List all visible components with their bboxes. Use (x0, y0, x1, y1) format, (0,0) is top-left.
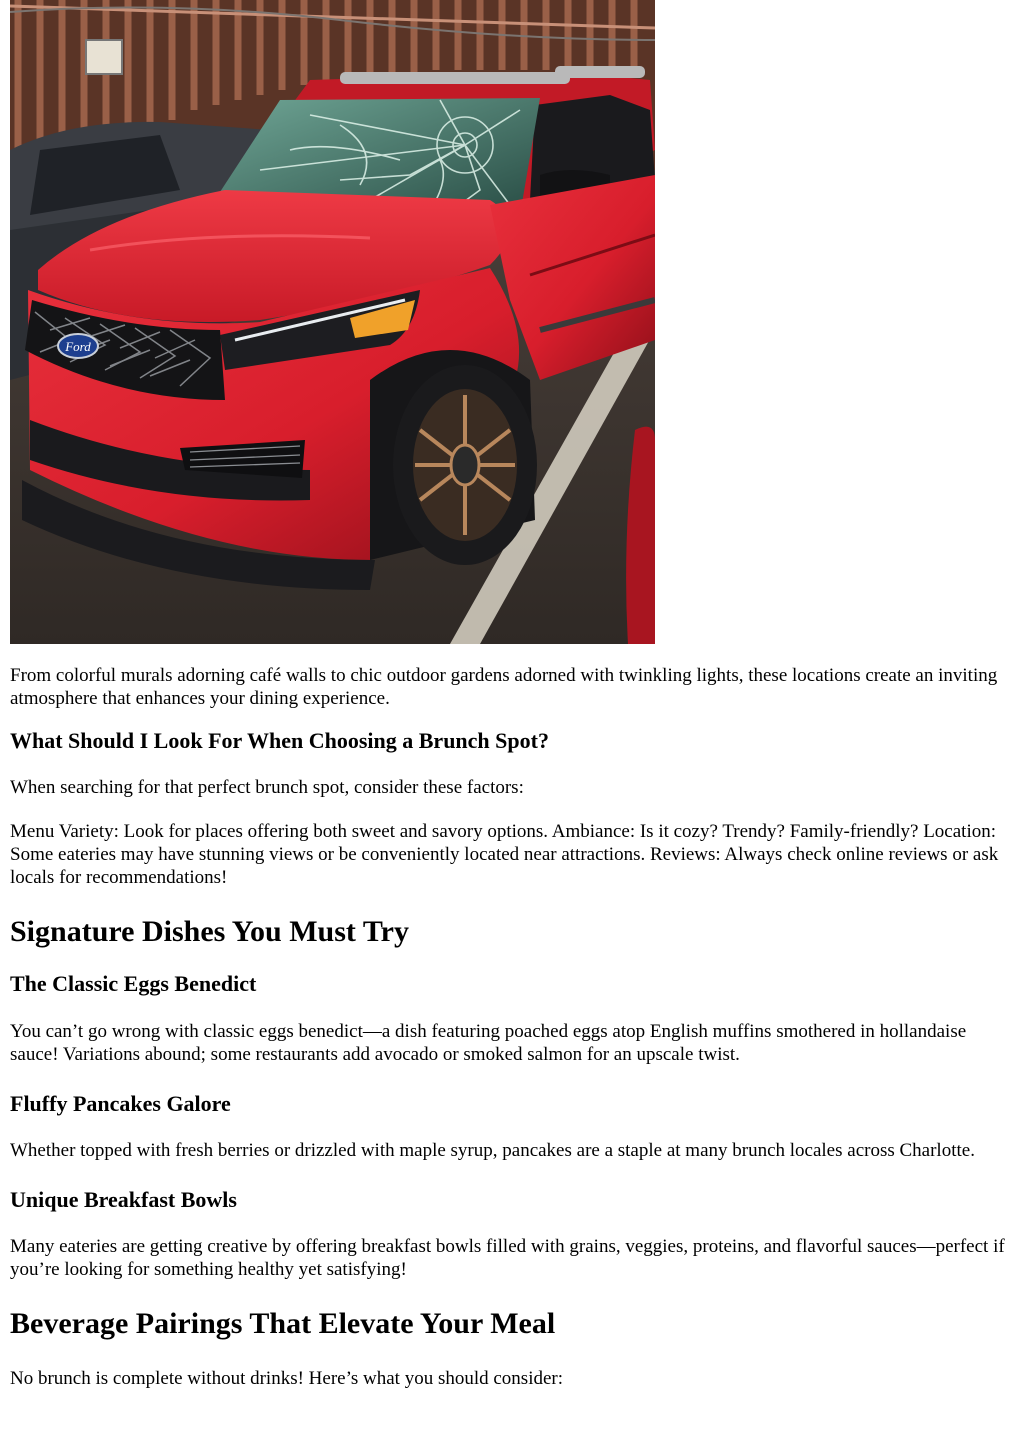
badge-text: Ford (65, 339, 91, 354)
heading-pancakes: Fluffy Pancakes Galore (10, 1091, 231, 1116)
fence-sign (86, 40, 122, 74)
car-photo (10, 0, 655, 644)
article (10, 664, 1016, 1390)
intro-paragraph: From colorful murals adorning café walls to chic outdoor gardens adorned with twinkling lights, these locations create an inviting atmosphere that enhances your dining experience. (10, 665, 998, 709)
eggs-benedict-paragraph: You can’t go wrong with classic eggs benedict—a dish featuring poached eggs atop English muffins smothered in hollandaise sauce! Variations abound; some restaurants add avocado or smoked salmon for an upscale twist. (10, 1021, 967, 1065)
heading-signature-dishes: Signature Dishes You Must Try (10, 915, 409, 948)
choosing-lead-paragraph: When searching for that perfect brunch spot, consider these factors: (10, 777, 524, 798)
breakfast-bowls-paragraph: Many eateries are getting creative by offering breakfast bowls filled with grains, veggies, proteins, and flavorful sauces—perfect if you’re looking for something healthy yet satisfying! (10, 1236, 1005, 1280)
hero-image (10, 0, 655, 644)
heading-breakfast-bowls: Unique Breakfast Bowls (10, 1187, 237, 1212)
pancakes-paragraph: Whether topped with fresh berries or drizzled with maple syrup, pancakes are a staple at many brunch locales across Charlotte. (10, 1140, 975, 1161)
roof-rail (340, 72, 570, 84)
heading-choosing-brunch-spot: What Should I Look For When Choosing a Brunch Spot? (10, 728, 549, 753)
beverage-lead-paragraph: No brunch is complete without drinks! Here’s what you should consider: (10, 1368, 564, 1389)
heading-beverage-pairings: Beverage Pairings That Elevate Your Meal (10, 1307, 556, 1340)
choosing-factors-paragraph: Menu Variety: Look for places offering both sweet and savory options. Ambiance: Is it cozy? Trendy? Family-friendly? Location: Some eateries may have stunning views or be conveniently located near attractions. Reviews: Always check online reviews or ask locals for recommendations! (10, 821, 999, 888)
heading-eggs-benedict: The Classic Eggs Benedict (10, 971, 257, 996)
